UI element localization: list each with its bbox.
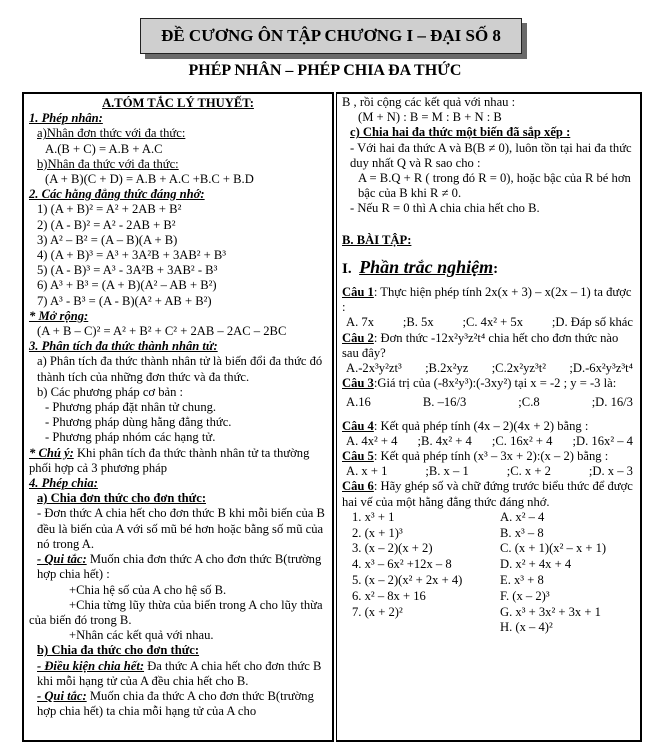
match-left-item: 3. (x – 2)(x + 2) <box>352 541 433 556</box>
option: B. –16/3 <box>422 395 467 410</box>
rule-step: +Nhân các kết quả với nhau. <box>69 628 214 643</box>
identity-item: 2) (A - B)² = A² - 2AB + B² <box>37 217 176 232</box>
option: ;D. 16/3 <box>591 395 633 410</box>
option: A. 7x <box>346 315 374 330</box>
option: ;C. 4x² + 5x <box>462 315 524 330</box>
subheading-1b: b)Nhân đa thức với đa thức: <box>37 156 179 171</box>
match-right-item: D. x² + 4x + 4 <box>500 557 572 572</box>
match-right-item: G. x³ + 3x² + 3x + 1 <box>500 604 601 619</box>
option: ;C. x + 2 <box>506 464 551 479</box>
question-4: Câu 4: Kết quả phép tính (4x – 2)(4x + 2) bằng : <box>342 418 589 433</box>
option: ;D.-6x²y³z³t⁴ <box>569 361 633 376</box>
heading-multiplication: 1. Phép nhân: <box>29 111 103 126</box>
option: ;B. 4x² + 4 <box>417 433 472 448</box>
heading-division: 4. Phép chia: <box>29 476 98 491</box>
question-1: Câu 1: Thực hiện phép tính 2x(x + 3) – x(2x – 1) ta được : <box>342 285 632 315</box>
match-right-item: C. (x + 1)(x² – x + 1) <box>500 541 607 556</box>
option: ;C.8 <box>518 395 540 410</box>
identity-item: 1) (A + B)² = A² + 2AB + B² <box>37 202 182 217</box>
subheading-4c: c) Chia hai đa thức một biến đã sắp xếp : <box>350 125 571 140</box>
identity-item: 3) A² – B² = (A – B)(A + B) <box>37 232 178 247</box>
divisibility-rule: - Đơn thức A chia hết cho đơn thức B khi mỗi biến của B đều là biến của A với số mũ bé hơn hoặc bằng số mũ của nó trong A. <box>37 506 325 551</box>
subheading-4b: b) Chia đa thức cho đơn thức: <box>37 643 200 658</box>
title-banner <box>140 18 522 54</box>
question-2: Câu 2: Đơn thức -12x²y³z²t⁴ chia hết cho đơn thức nào sau đây? <box>342 330 619 360</box>
page-subtitle: PHÉP NHÂN – PHÉP CHIA ĐA THỨC <box>188 62 462 79</box>
division-note: - Nếu R = 0 thì A chia chia hết cho B. <box>350 201 540 216</box>
factoring-methods-intro: b) Các phương pháp cơ bản : <box>37 384 184 399</box>
division-formula: A = B.Q + R ( trong đó R = 0), hoặc bậc của R bé hơn bậc của B khi R ≠ 0. <box>358 171 631 201</box>
option: A. 4x² + 4 <box>346 433 398 448</box>
match-right-item: E. x³ + 8 <box>500 573 544 588</box>
section-b-heading: B. BÀI TẬP: <box>342 232 412 247</box>
match-right-item: B. x³ – 8 <box>500 525 544 540</box>
match-left-item: 2. (x + 1)³ <box>352 525 403 540</box>
question-3-options <box>342 391 635 414</box>
continued-formula: (M + N) : B = M : B + N : B <box>358 110 502 125</box>
rule-step: +Chia từng lũy thừa của biến trong A cho lũy thừa của biến đó trong B. <box>29 597 323 627</box>
option: ;C. 16x² + 4 <box>491 433 553 448</box>
method-item: - Phương pháp dùng hằng đẳng thức. <box>45 415 232 430</box>
identity-item: 6) A³ + B³ = (A + B)(A² – AB + B²) <box>37 278 217 293</box>
theory-column <box>22 92 334 742</box>
method-item: - Phương pháp đặt nhân tử chung. <box>45 400 217 415</box>
option: ;D. Đáp số khác <box>551 315 633 330</box>
continued-text: B , rồi cộng các kết quả với nhau : <box>342 95 516 109</box>
question-5-options <box>342 464 635 479</box>
question-1-options <box>342 315 635 330</box>
formula-1a: A.(B + C) = A.B + A.C <box>45 141 163 156</box>
match-right-item: A. x² – 4 <box>500 509 545 524</box>
question-5: Câu 5: Kết quả phép tính (x³ – 3x + 2):(x – 2) bằng : <box>342 449 609 464</box>
exercise-column <box>336 92 642 742</box>
option: A. x + 1 <box>346 464 388 479</box>
extension-formula: (A + B – C)² = A² + B² + C² + 2AB – 2AC – 2BC <box>37 324 287 339</box>
option: A.-2x³y²zt³ <box>346 361 402 376</box>
rule-paragraph-2: - Qui tắc: Muốn chia đa thức A cho đơn thức B(trường hợp chia hết) ta chia mỗi hạng tử của A cho <box>37 688 314 719</box>
identity-item: 5) (A - B)³ = A³ - 3A²B + 3AB² - B³ <box>37 263 218 278</box>
subheading-1a: a)Nhân đơn thức với đa thức: <box>37 126 186 141</box>
method-item: - Phương pháp nhóm các hạng tử. <box>45 430 216 445</box>
match-left-item: 1. x³ + 1 <box>352 509 395 524</box>
match-right-item: F. (x – 2)³ <box>500 588 550 603</box>
heading-factoring: 3. Phân tích đa thức thành nhân tử: <box>29 339 218 354</box>
heading-extension: * Mở rộng: <box>29 308 89 323</box>
match-left-item: 4. x³ – 6x² +12x – 8 <box>352 557 452 572</box>
divisibility-condition: - Điều kiện chia hết: Đa thức A chia hết cho đơn thức B khi mỗi hạng tử của A đều chia hết cho B. <box>37 658 322 688</box>
option: ;B. 5x <box>402 315 434 330</box>
match-left-item: 6. x² – 8x + 16 <box>352 588 426 603</box>
page-title: ĐỀ CƯƠNG ÔN TẬP CHƯƠNG I – ĐẠI SỐ 8 <box>161 26 501 45</box>
option: ;D. x – 3 <box>588 464 633 479</box>
option: ;D. 16x² – 4 <box>572 433 633 448</box>
rule-paragraph-1: - Qui tắc: Muốn chia đơn thức A cho đơn thức B(trường hợp chia hết) : <box>37 552 322 582</box>
matching-table <box>342 510 635 636</box>
factoring-definition: a) Phân tích đa thức thành nhân tử là biến đổi đa thức đó thành tích của những đơn thức và đa thức. <box>37 354 323 384</box>
match-left-item: 7. (x + 2)² <box>352 604 403 619</box>
option: ;C.2x²yz³t² <box>491 361 547 376</box>
identity-item: 7) A³ - B³ = (A - B)(A² + AB + B²) <box>37 293 212 308</box>
option: ;B.2x²yz <box>425 361 469 376</box>
formula-1b: (A + B)(C + D) = A.B + A.C +B.C + B.D <box>45 172 254 187</box>
heading-identities: 2. Các hằng đẳng thức đáng nhớ: <box>29 187 205 202</box>
multiple-choice-heading: I. Phần trắc nghiệm: <box>342 256 499 277</box>
identity-item: 4) (A + B)³ = A³ + 3A²B + 3AB² + B³ <box>37 248 227 263</box>
question-2-options <box>342 361 635 376</box>
match-left-item: 5. (x – 2)(x² + 2x + 4) <box>352 573 463 588</box>
question-4-options <box>342 434 635 449</box>
option: ;B. x – 1 <box>425 464 469 479</box>
option: A.16 <box>346 395 371 410</box>
note-paragraph: * Chú ý: Khi phân tích đa thức thành nhân tử ta thường phối hợp cả 3 phương pháp <box>29 445 310 475</box>
section-a-heading: A.TÓM TẮC LÝ THUYẾT: <box>102 96 254 110</box>
division-theorem: - Với hai đa thức A và B(B ≠ 0), luôn tồn tại hai đa thức duy nhất Q và R sao cho : <box>350 140 632 170</box>
question-3: Câu 3:Giá trị của (-8x²y³):(-3xy²) tại x = -2 ; y = -3 là: <box>342 376 617 391</box>
rule-step: +Chia hệ số của A cho hệ số B. <box>69 582 227 597</box>
match-right-item: H. (x – 4)² <box>500 620 553 635</box>
question-6: Câu 6: Hãy ghép số và chữ đứng trước biểu thức để được hai vế của một hằng đẳng thức đáng nhớ. <box>342 479 633 509</box>
subheading-4a: a) Chia đơn thức cho đơn thức: <box>37 491 207 506</box>
